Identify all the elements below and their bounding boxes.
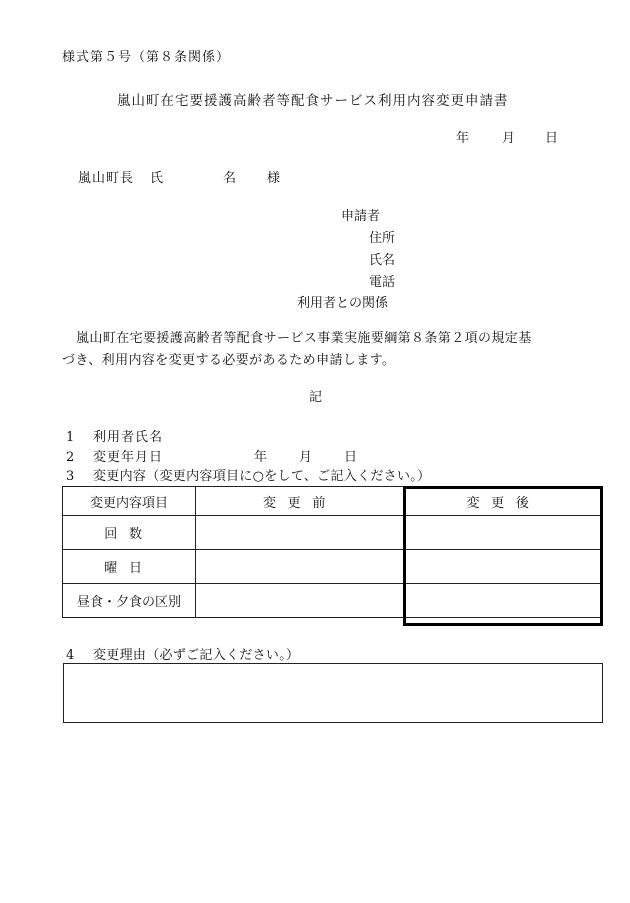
after-meal-type-cell[interactable]: [405, 584, 603, 618]
reason-input-box[interactable]: [63, 663, 603, 723]
table-row: [63, 550, 603, 584]
item-3-number: 3: [66, 469, 75, 484]
header-item: 変更内容項目: [63, 487, 196, 516]
date-year: 年: [456, 131, 470, 146]
body-line-1: 嵐山町在宅要援護高齢者等配食サービス事業実施要綱第８条第２項の規定基: [76, 331, 532, 346]
ki-heading: 記: [309, 390, 323, 405]
item-2-number: 2: [66, 450, 75, 465]
item-4-label: 変更理由（必ずご記入ください。）: [93, 648, 300, 663]
after-weekday-cell[interactable]: [405, 550, 603, 584]
row-label-count: 回数: [63, 516, 196, 550]
row-label-weekday: 曜日: [63, 550, 196, 584]
applicant-label: 申請者: [341, 209, 381, 224]
item-2-label: 変更年月日: [93, 450, 164, 465]
applicant-phone-label: 電話: [369, 275, 396, 290]
change-table: [62, 486, 603, 618]
row-label-meal-type: 昼食・夕食の区別: [63, 584, 196, 618]
before-meal-type-cell[interactable]: [196, 584, 405, 618]
item-1-label: 利用者氏名: [93, 430, 164, 445]
before-weekday-cell[interactable]: [196, 550, 405, 584]
header-before: 変更前: [196, 487, 405, 516]
table-row: [63, 516, 603, 550]
page-title: 嵐山町在宅要援護高齢者等配食サービス利用内容変更申請書: [117, 93, 509, 109]
item-3-label: 変更内容（変更内容項目に○をして、ご記入ください。）: [93, 469, 431, 484]
applicant-relation-label: 利用者との関係: [297, 296, 389, 311]
sama: 様: [267, 171, 281, 186]
applicant-address-label: 住所: [369, 231, 396, 246]
name-mei: 名: [223, 171, 237, 186]
item-2-month: 月: [299, 450, 313, 465]
applicant-name-label: 氏名: [369, 253, 396, 268]
header-after: 変更後: [405, 487, 603, 516]
date-month: 月: [502, 131, 516, 146]
item-4-number: 4: [66, 648, 75, 663]
change-table-header: [63, 487, 603, 516]
item-2-day: 日: [344, 450, 358, 465]
item-2-year: 年: [254, 450, 268, 465]
body-line-2: づき、利用内容を変更する必要があるため申請します。: [62, 353, 396, 368]
table-row: [63, 584, 603, 618]
name-shi: 氏: [150, 171, 164, 186]
item-1-number: 1: [66, 430, 75, 445]
mayor-label: 嵐山町長: [78, 171, 135, 186]
after-count-cell[interactable]: [405, 516, 603, 550]
form-number: 様式第５号（第８条関係）: [62, 50, 231, 65]
date-day: 日: [545, 131, 559, 146]
before-count-cell[interactable]: [196, 516, 405, 550]
